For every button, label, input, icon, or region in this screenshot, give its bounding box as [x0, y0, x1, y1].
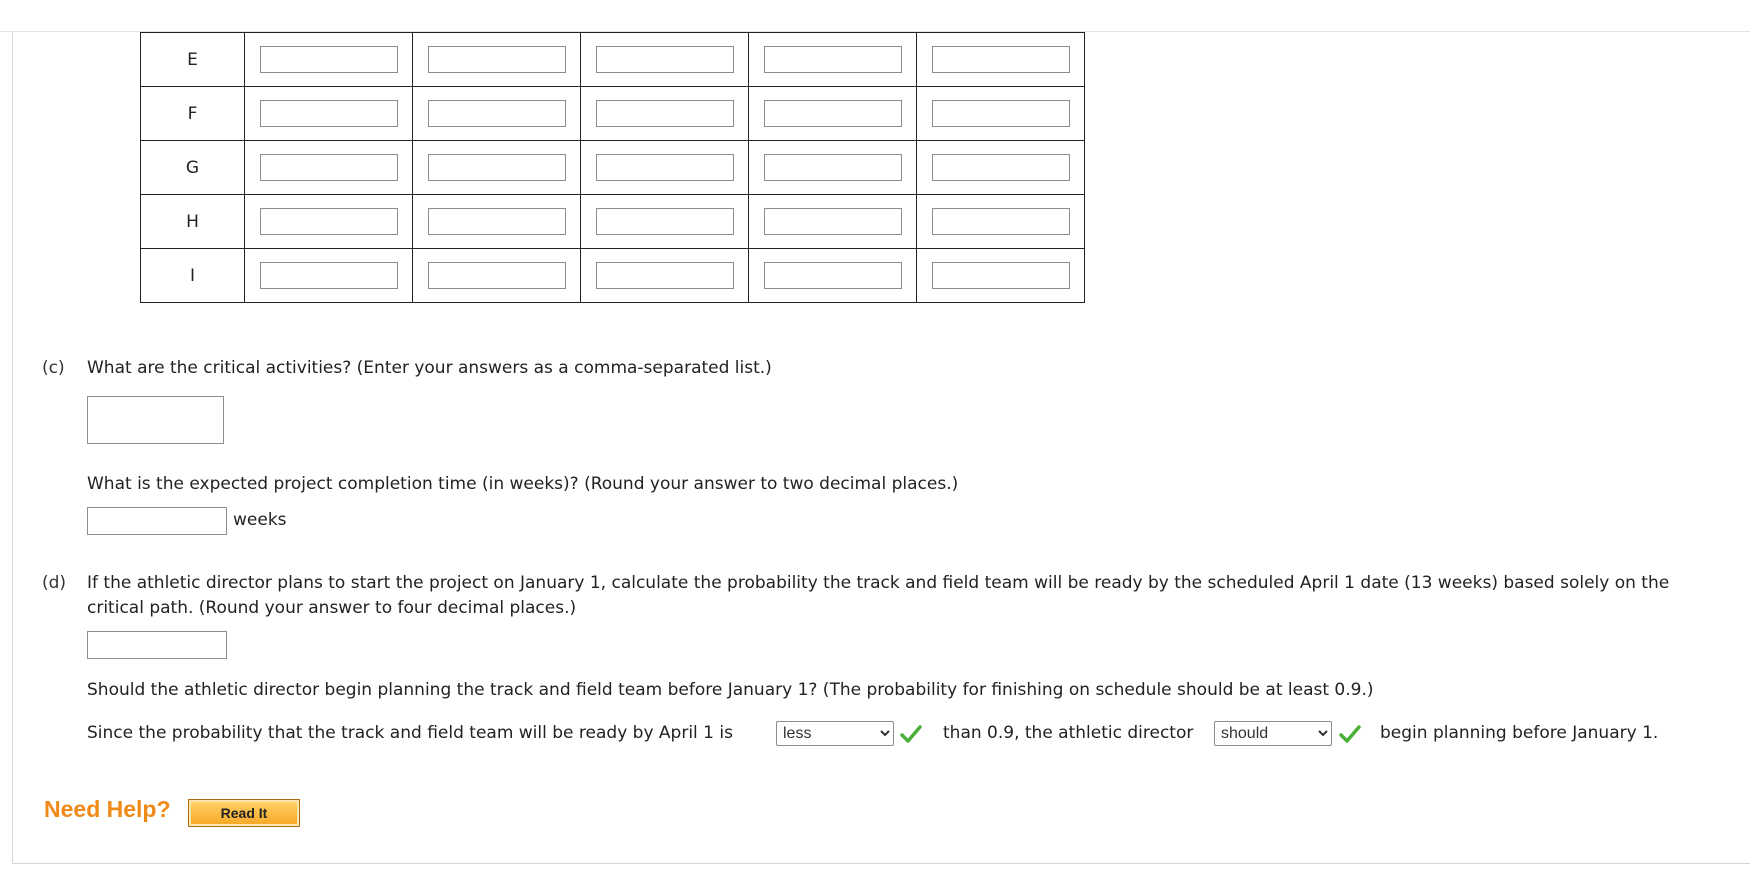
table-cell-input[interactable] [932, 154, 1070, 181]
table-row [141, 141, 1085, 195]
table-cell [245, 195, 413, 249]
should-question: Should the athletic director begin planning the track and field team before January 1? (The probability for finishing on schedule should be at least 0.9.) [87, 680, 1374, 700]
correct-check-icon-2 [1339, 724, 1361, 744]
table-cell [413, 141, 581, 195]
row-label: H [141, 195, 245, 249]
table-cell-input[interactable] [932, 262, 1070, 289]
table-cell-input[interactable] [932, 100, 1070, 127]
table-cell-input[interactable] [764, 100, 902, 127]
table-cell-input[interactable] [260, 100, 398, 127]
table-cell-input[interactable] [260, 154, 398, 181]
table-cell [413, 195, 581, 249]
correct-check-icon [900, 724, 922, 744]
table-cell-input[interactable] [596, 100, 734, 127]
table-cell-input[interactable] [764, 154, 902, 181]
part-d-question-line2: critical path. (Round your answer to four decimal places.) [87, 598, 577, 618]
row-label: I [141, 249, 245, 303]
table-cell-input[interactable] [260, 208, 398, 235]
table-cell [749, 141, 917, 195]
table-row [141, 195, 1085, 249]
table-cell [413, 33, 581, 87]
table-row [141, 33, 1085, 87]
table-cell [581, 33, 749, 87]
table-cell-input[interactable] [764, 46, 902, 73]
table-cell [581, 195, 749, 249]
part-d-label: (d) [42, 573, 67, 593]
completion-time-input[interactable] [87, 507, 227, 535]
table-cell-input[interactable] [596, 154, 734, 181]
table-cell [749, 87, 917, 141]
table-cell [245, 141, 413, 195]
table-cell-input[interactable] [428, 262, 566, 289]
probability-input[interactable] [87, 631, 227, 659]
table-cell-input[interactable] [596, 262, 734, 289]
table-row [141, 249, 1085, 303]
row-label: E [141, 33, 245, 87]
table-cell [245, 33, 413, 87]
table-cell [245, 249, 413, 303]
table-cell [581, 87, 749, 141]
table-cell-input[interactable] [260, 46, 398, 73]
completion-time-question: What is the expected project completion time (in weeks)? (Round your answer to two decimal places.) [87, 474, 959, 494]
critical-activities-input[interactable] [87, 396, 224, 444]
row-label: G [141, 141, 245, 195]
completion-time-unit: weeks [233, 510, 287, 530]
table-cell-input[interactable] [428, 100, 566, 127]
table-cell [917, 195, 1085, 249]
table-row [141, 87, 1085, 141]
table-cell [749, 195, 917, 249]
table-cell [917, 33, 1085, 87]
part-c-question: What are the critical activities? (Enter your answers as a comma-separated list.) [87, 358, 772, 378]
table-cell [917, 249, 1085, 303]
table-cell [917, 87, 1085, 141]
table-cell-input[interactable] [428, 46, 566, 73]
table-cell-input[interactable] [428, 208, 566, 235]
table-cell [917, 141, 1085, 195]
sentence-part1: Since the probability that the track and field team will be ready by April 1 is [87, 723, 733, 743]
table-cell-input[interactable] [596, 46, 734, 73]
table-cell [413, 87, 581, 141]
table-cell-input[interactable] [596, 208, 734, 235]
table-cell [749, 249, 917, 303]
table-cell-input[interactable] [764, 262, 902, 289]
row-label: F [141, 87, 245, 141]
comparison-select[interactable] [776, 721, 894, 746]
part-c-label: (c) [42, 358, 65, 378]
table-cell [245, 87, 413, 141]
need-help-label: Need Help? [44, 796, 171, 822]
sentence-part3: begin planning before January 1. [1380, 723, 1659, 743]
part-d-question-line1: If the athletic director plans to start the project on January 1, calculate the probability the track and field team will be ready by the scheduled April 1 date (13 weeks) based solely on the [87, 573, 1670, 593]
table-cell [581, 249, 749, 303]
read-it-button[interactable]: Read It [188, 799, 300, 827]
table-cell-input[interactable] [932, 46, 1070, 73]
table-cell [749, 33, 917, 87]
sentence-part2: than 0.9, the athletic director [943, 723, 1194, 743]
activity-table [140, 32, 1085, 303]
decision-select[interactable] [1214, 721, 1332, 746]
table-cell-input[interactable] [764, 208, 902, 235]
table-cell-input[interactable] [428, 154, 566, 181]
table-cell [413, 249, 581, 303]
table-cell-input[interactable] [260, 262, 398, 289]
table-cell-input[interactable] [932, 208, 1070, 235]
table-cell [581, 141, 749, 195]
